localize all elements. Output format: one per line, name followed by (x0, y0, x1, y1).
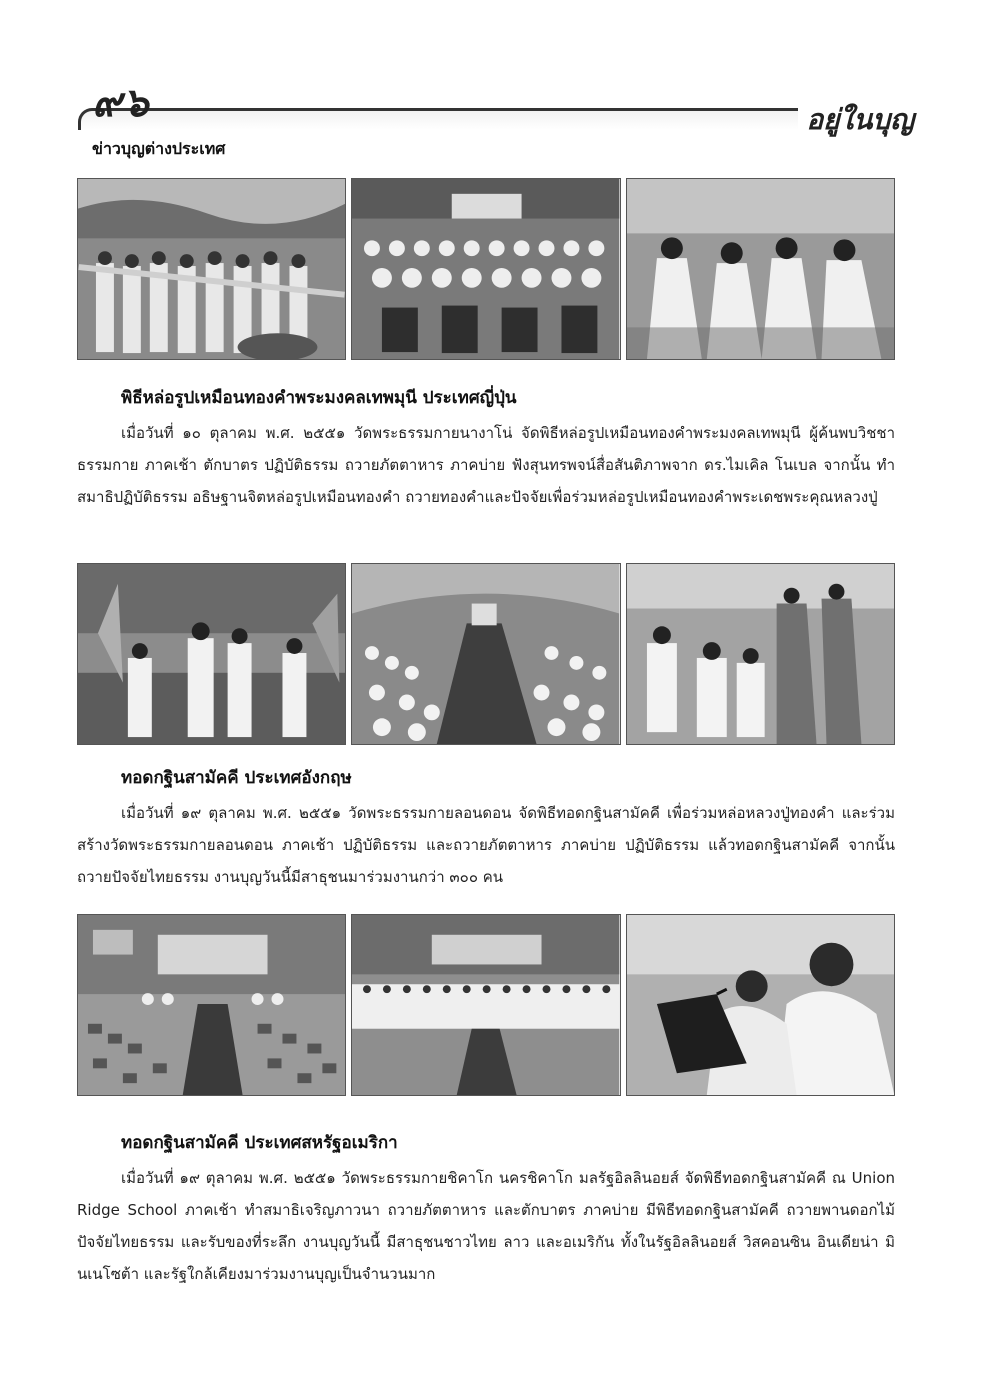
assembly-photo (351, 914, 620, 1096)
alms-round-photo (626, 563, 895, 745)
article-title: พิธีหล่อรูปเหมือนทองคำพระมงคลเทพมุนี ประเทศญี่ปุ่น (121, 388, 517, 408)
article-usa (77, 1129, 895, 1290)
temple-hall-photo (351, 563, 620, 745)
photo-row-usa (77, 914, 895, 1096)
page-header (0, 0, 1000, 135)
outdoor-procession-photo (77, 563, 346, 745)
header-frame (78, 108, 898, 130)
article-body: เมื่อวันที่ ๑๙ ตุลาคม พ.ศ. ๒๕๕๑ วัดพระธรรมกายลอนดอน จัดพิธีทอดกฐินสามัคคี เพื่อร่วมหล่อหลวงปู่ทองคำ และร่วมสร้างวัดพระธรรมกายลอนดอน ภาคเช้า ปฏิบัติธรรม และถวายภัตตาหาร ภาคบ่าย ปฏิบัติธรรม แล้วทอดกฐินสามัคคี จากนั้น ถวายปัจจัยไทยธรรม งานบุญวันนี้มีสาธุชนมาร่วมงานกว่า ๓๐๐ คน (77, 804, 895, 886)
page-number: ๙๖ (92, 79, 151, 126)
article-body: เมื่อวันที่ ๑๐ ตุลาคม พ.ศ. ๒๕๕๑ วัดพระธรรมกายนางาโน่ จัดพิธีหล่อรูปเหมือนทองคำพระมงคลเทพมุนี ผู้ค้นพบวิชชาธรรมกาย ภาคเช้า ตักบาตร ปฏิบัติธรรม ถวายภัตตาหาร ภาคบ่าย ฟังสุนทรพจน์สื่อสันติภาพจาก ดร.ไมเคิล โนเบล จากนั้น ทำสมาธิปฏิบัติธรรม อธิษฐานจิตหล่อรูปเหมือนทองคำ ถวายทองคำและปัจจัยเพื่อร่วมหล่อรูปเหมือนทองคำพระเดชพระคุณหลวงปู่ (77, 424, 895, 506)
photo-row-japan (77, 178, 895, 360)
offering-photo (626, 178, 895, 360)
photo-row-england (77, 563, 895, 745)
article-japan (77, 384, 895, 513)
article-england (77, 764, 895, 893)
article-body: เมื่อวันที่ ๑๙ ตุลาคม พ.ศ. ๒๕๕๑ วัดพระธรรมกายชิคาโก นครชิคาโก มลรัฐอิลลินอยส์ จัดพิธีทอดกฐินสามัคคี ณ Union Ridge School ภาคเช้า ทำสมาธิเจริญภาวนา ถวายภัตตาหาร และตักบาตร ภาคบ่าย มีพิธีทอดกฐินสามัคคี ถวายพานดอกไม้ ปัจจัยไทยธรรม และรับของที่ระลึก งานบุญวันนี้ มีสาธุชนชาวไทย ลาว และอเมริกัน ทั้งในรัฐอิลลินอยส์ วิสคอนซิน อินเดียน่า มินเนโซต้า และรัฐใกล้เคียงมาร่วมงานบุญเป็นจำนวนมาก (77, 1169, 895, 1283)
gym-hall-photo (77, 914, 346, 1096)
ceremony-procession-photo (77, 178, 346, 360)
article-title: ทอดกฐินสามัคคี ประเทศอังกฤษ (121, 768, 352, 788)
section-label: ข่าวบุญต่างประเทศ (92, 139, 226, 158)
article-title: ทอดกฐินสามัคคี ประเทศสหรัฐอเมริกา (121, 1133, 398, 1153)
chanting-photo (626, 914, 895, 1096)
magazine-title: อยู่ในบุญ (798, 98, 922, 142)
congregation-photo (351, 178, 620, 360)
